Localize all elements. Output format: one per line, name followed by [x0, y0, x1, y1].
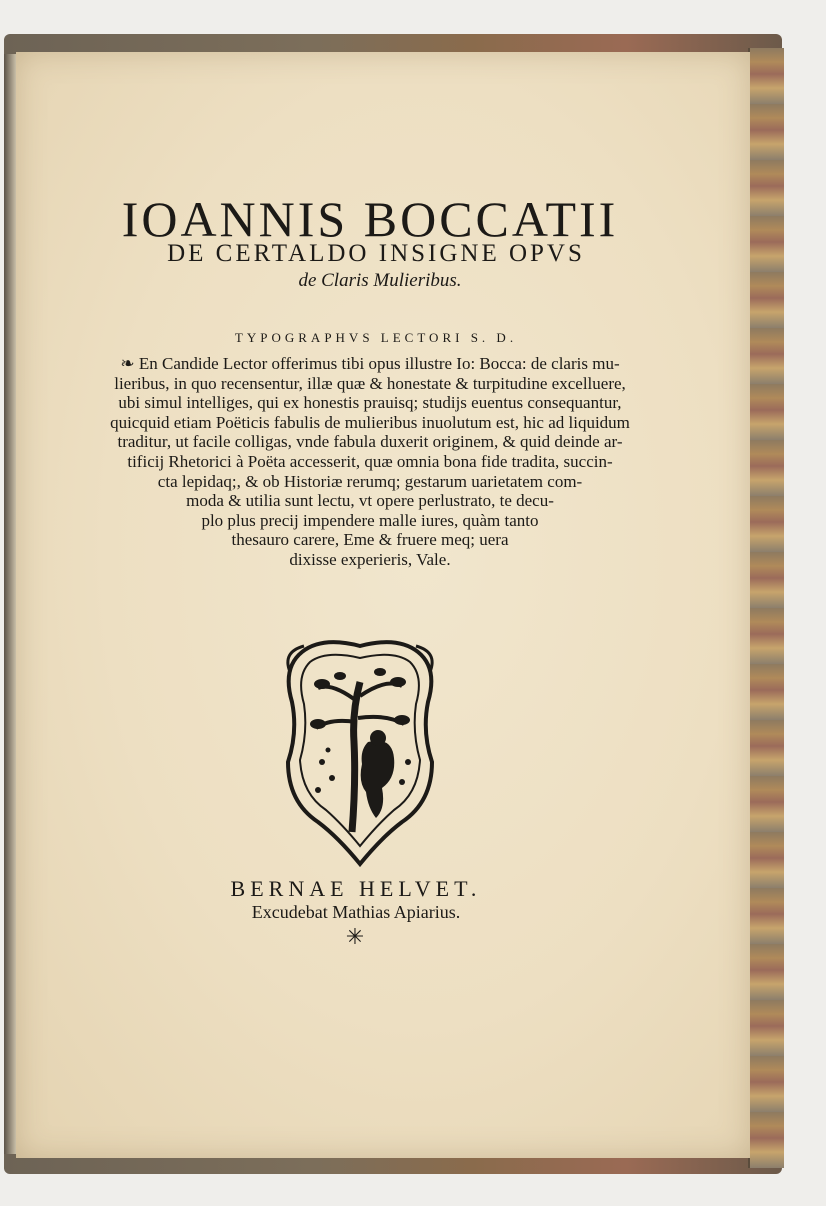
preface-line: traditur, ut facile colligas, vnde fabula duxerit originem, & quid deinde ar- [117, 432, 623, 452]
preface-heading: TYPOGRAPHVS LECTORI S. D. [234, 330, 518, 345]
preface-line: tificij Rhetorici à Poëta accesserit, quæ omnia bona fide tradita, succin- [127, 451, 613, 471]
preface-line: plo plus precij impendere malle iures, quàm tanto [201, 510, 539, 530]
preface-line: quicquid etiam Poëticis fabulis de mulieribus inuolutum est, hic ad liquidum [110, 412, 630, 432]
preface-line: thesauro carere, Eme & fruere meq; uera [231, 530, 509, 550]
preface-text [70, 354, 670, 570]
title-author: IOANNIS BOCCATII [121, 191, 619, 247]
preface-line: ❧ En Candide Lector offerimus tibi opus illustre Io: Bocca: de claris mu- [120, 354, 620, 373]
printers-mark-bear-tree-icon [282, 632, 438, 868]
preface-line: lieribus, in quo recensentur, illæ quæ & honestate & turpitudine excelluere, [114, 373, 626, 393]
title-subject: de Claris Mulieribus. [298, 270, 462, 291]
preface-line: dixisse experieris, Vale. [289, 549, 451, 569]
page-edge-right [748, 48, 784, 1168]
page-edge-left [4, 54, 16, 1154]
preface-line: moda & utilia sunt lectu, vt opere perlustrato, te decu- [186, 491, 554, 511]
imprint-place: BERNAE HELVET. [230, 876, 482, 901]
imprint-printer: Excudebat Mathias Apiarius. [251, 902, 461, 922]
title-work: DE CERTALDO INSIGNE OPVS [167, 240, 585, 267]
star-ornament-icon: ✳ [345, 924, 365, 949]
preface-line: cta lepidaq;, & ob Historiæ rerumq; gestarum uarietatem com- [157, 471, 583, 491]
preface-line: ubi simul intelliges, qui ex honestis prauisq; studijs euentus consequantur, [118, 393, 622, 413]
